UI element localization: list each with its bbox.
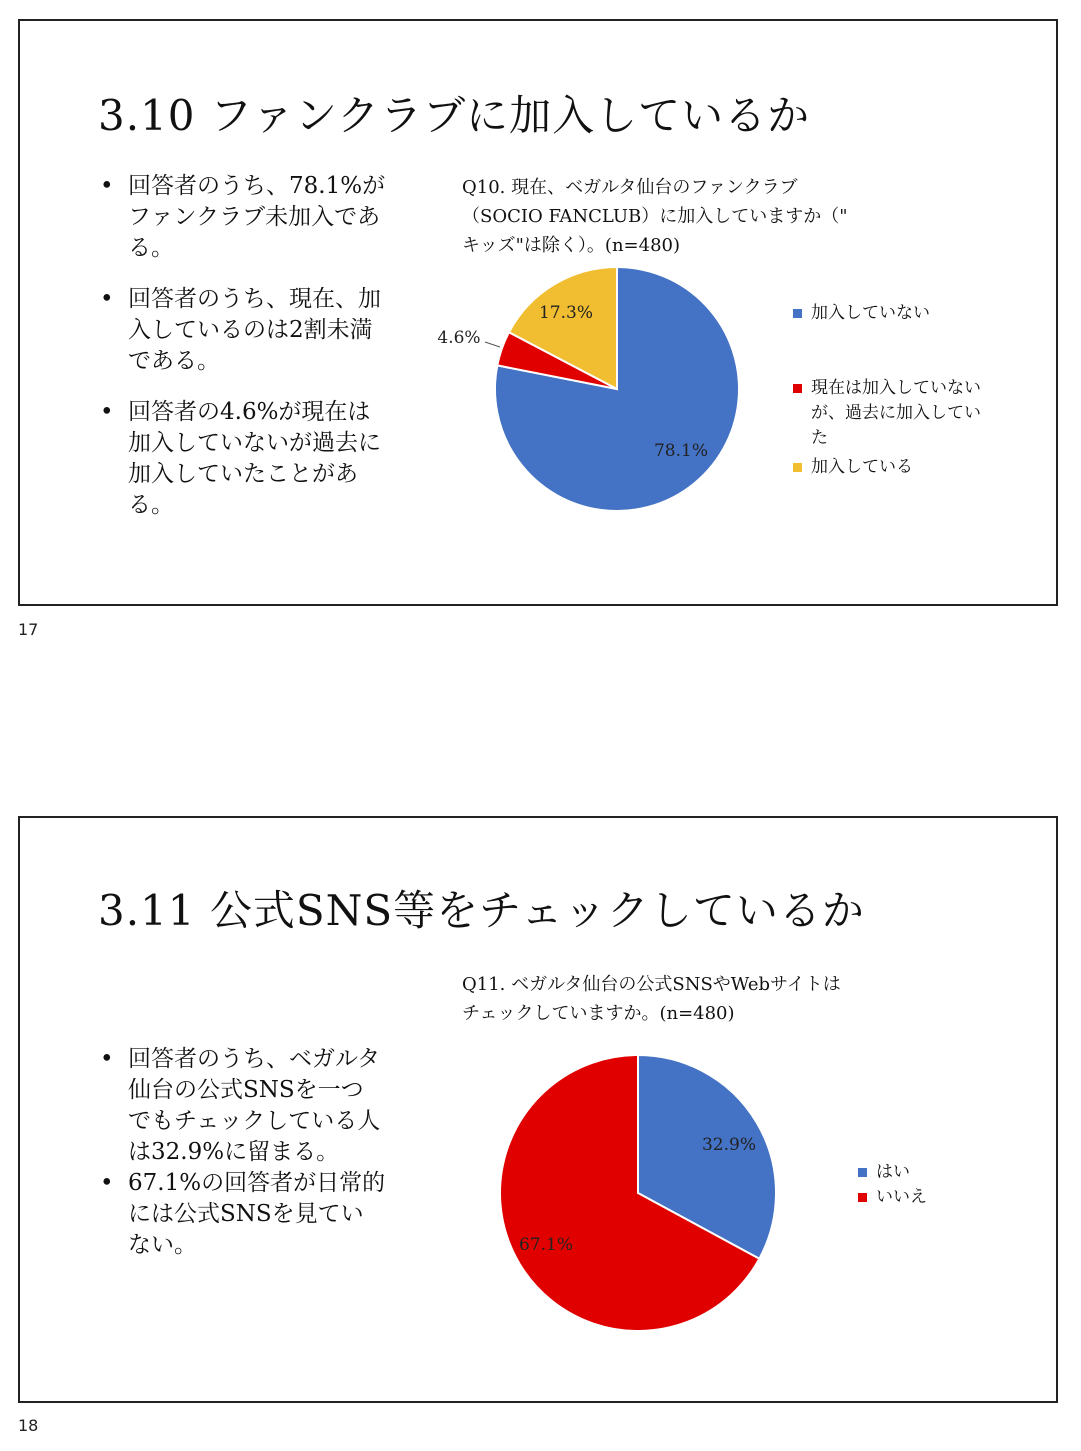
bullet-icon: • xyxy=(100,286,114,312)
legend-item: 加入していない xyxy=(793,301,993,326)
data-label: 67.1% xyxy=(518,1235,574,1255)
data-label: 17.3% xyxy=(538,303,594,323)
legend-swatch xyxy=(793,463,802,472)
data-label: 4.6% xyxy=(437,328,481,348)
slide-title: 3.10 ファンクラブに加入しているか xyxy=(98,91,811,140)
bullet-icon: • xyxy=(100,173,114,199)
legend-item: 加入している xyxy=(793,455,993,480)
bullet-icon: • xyxy=(100,1046,114,1072)
legend-swatch xyxy=(793,384,802,393)
bullet-item: • 回答者の4.6%が現在は加入していないが過去に加入していたことがある。 xyxy=(100,399,381,518)
bullet-icon: • xyxy=(100,399,114,425)
slide-title: 3.11 公式SNS等をチェックしているか xyxy=(98,886,865,935)
data-label: 78.1% xyxy=(653,441,709,461)
page-number: 17 xyxy=(18,620,39,639)
page-number: 18 xyxy=(18,1416,39,1435)
legend-item: はい xyxy=(858,1160,978,1185)
legend-swatch xyxy=(858,1168,867,1177)
bullet-item: • 回答者のうち、現在、加入しているのは2割未満である。 xyxy=(100,286,381,374)
pie-chart xyxy=(20,818,1056,1401)
legend-swatch xyxy=(793,309,802,318)
leader-line xyxy=(485,342,500,347)
chart-title: Q10. 現在、ベガルタ仙台のファンクラブ （SOCIO FANCLUB）に加入していますか（" キッズ"は除く）。(n=480) xyxy=(462,177,848,256)
bullet-item: • 回答者のうち、78.1%がファンクラブ未加入である。 xyxy=(100,173,386,261)
bullet-icon: • xyxy=(100,1170,114,1196)
data-label: 32.9% xyxy=(701,1135,757,1155)
legend-swatch xyxy=(858,1193,867,1202)
chart-title: Q11. ベガルタ仙台の公式SNSやWebサイトは チェックしていますか。(n=480) xyxy=(462,974,841,1024)
chart-legend xyxy=(793,301,993,494)
legend-item: 現在は加入していないが、過去に加入していた xyxy=(793,376,993,451)
bullet-item: • 回答者のうち、ベガルタ仙台の公式SNSを一つでもチェックしている人は32.9%に留まる。 xyxy=(100,1046,381,1165)
legend-item: いいえ xyxy=(858,1185,978,1210)
slide-17 xyxy=(18,19,1058,606)
slide-18 xyxy=(18,816,1058,1403)
bullet-item: • 67.1%の回答者が日常的には公式SNSを見ていない。 xyxy=(100,1170,386,1258)
chart-legend xyxy=(858,1160,978,1224)
